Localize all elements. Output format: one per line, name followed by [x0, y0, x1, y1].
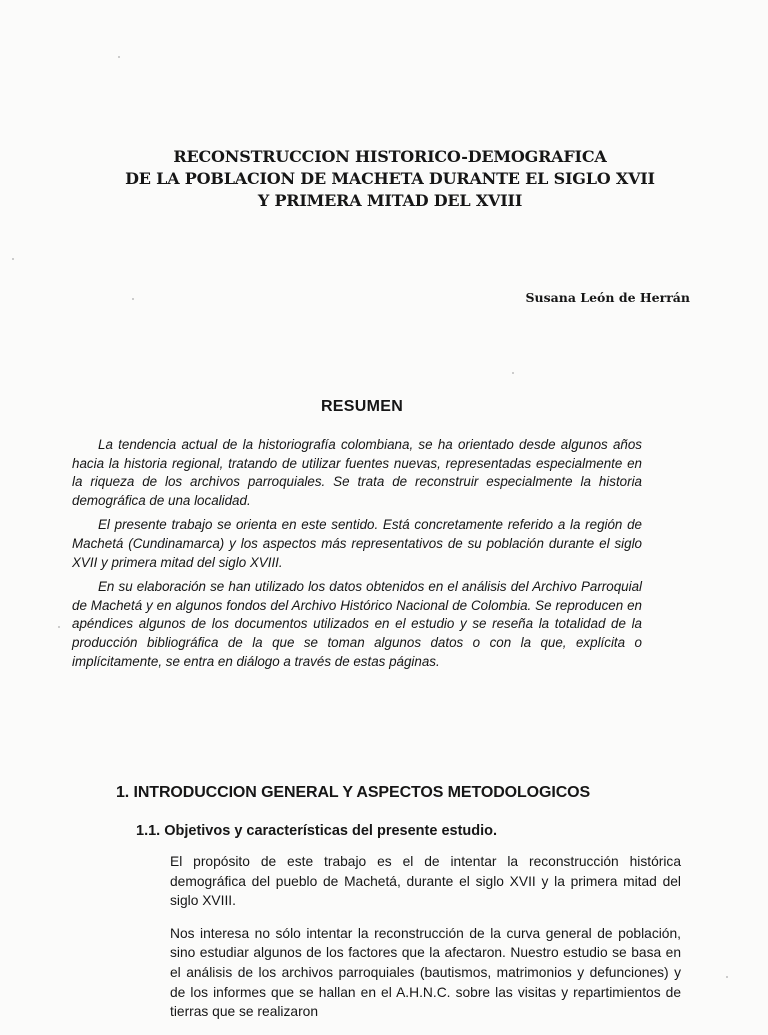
subsection-heading: 1.1. Objetivos y características del presente estudio.: [136, 823, 498, 839]
section-body: [170, 852, 681, 1035]
scan-speck: [118, 56, 120, 58]
scan-speck: [132, 298, 134, 300]
abstract-paragraph: El presente trabajo se orienta en este sentido. Está concretamente referido a la región de Machetá (Cundinamarca) y los aspectos más representativos de su población durante el siglo XVII y primera mitad del siglo XVIII.: [72, 517, 642, 570]
abstract-heading: RESUMEN: [320, 398, 404, 415]
scan-speck: [58, 626, 60, 628]
document-title: [60, 146, 720, 212]
scan-speck: [726, 976, 728, 978]
scan-speck: [12, 258, 14, 260]
author-name: Susana León de Herrán: [525, 290, 690, 305]
abstract-paragraph: La tendencia actual de la historiografía colombiana, se ha orientado desde algunos años hacia la historia regional, tratando de utilizar fuentes nuevas, representadas especialmente en la riqueza de los archivos parroquiales. Se trata de reconstruir especialmente la historia demográfica de una localidad.: [72, 437, 642, 508]
title-line: Y PRIMERA MITAD DEL XVIII: [257, 191, 523, 210]
abstract-body: [72, 436, 642, 677]
abstract-paragraph: En su elaboración se han utilizado los datos obtenidos en el análisis del Archivo Parroquial de Machetá y en algunos fondos del Archivo Histórico Nacional de Colombia. Se reproducen en apéndices algunos de los documentos utilizados en el estudio y se reseña la totalidad de la producción bibliográfica de la que se toman algunos datos o con la que, explícita o implícitamente, se entra en diálogo a través de estas páginas.: [72, 579, 642, 669]
title-line: RECONSTRUCCION HISTORICO-DEMOGRAFICA: [173, 147, 607, 166]
body-paragraph: Nos interesa no sólo intentar la reconstrucción de la curva general de población, sino estudiar algunos de los factores que la afectaron. Nuestro estudio se basa en el análisis de los archivos parroquiales (bautismos, matrimonios y defunciones) y de los informes que se hallan en el A.H.N.C. sobre las visitas y repartimientos de tierras que se realizaron: [170, 925, 681, 1020]
title-line: DE LA POBLACION DE MACHETA DURANTE EL SIGLO XVII: [125, 169, 655, 188]
body-paragraph: El propósito de este trabajo es el de intentar la reconstrucción histórica demográfica del pueblo de Machetá, durante el siglo XVII y la primera mitad del siglo XVIII.: [170, 854, 681, 909]
scan-speck: [512, 372, 514, 374]
section-heading: 1. INTRODUCCION GENERAL Y ASPECTOS METODOLOGICOS: [116, 784, 591, 801]
